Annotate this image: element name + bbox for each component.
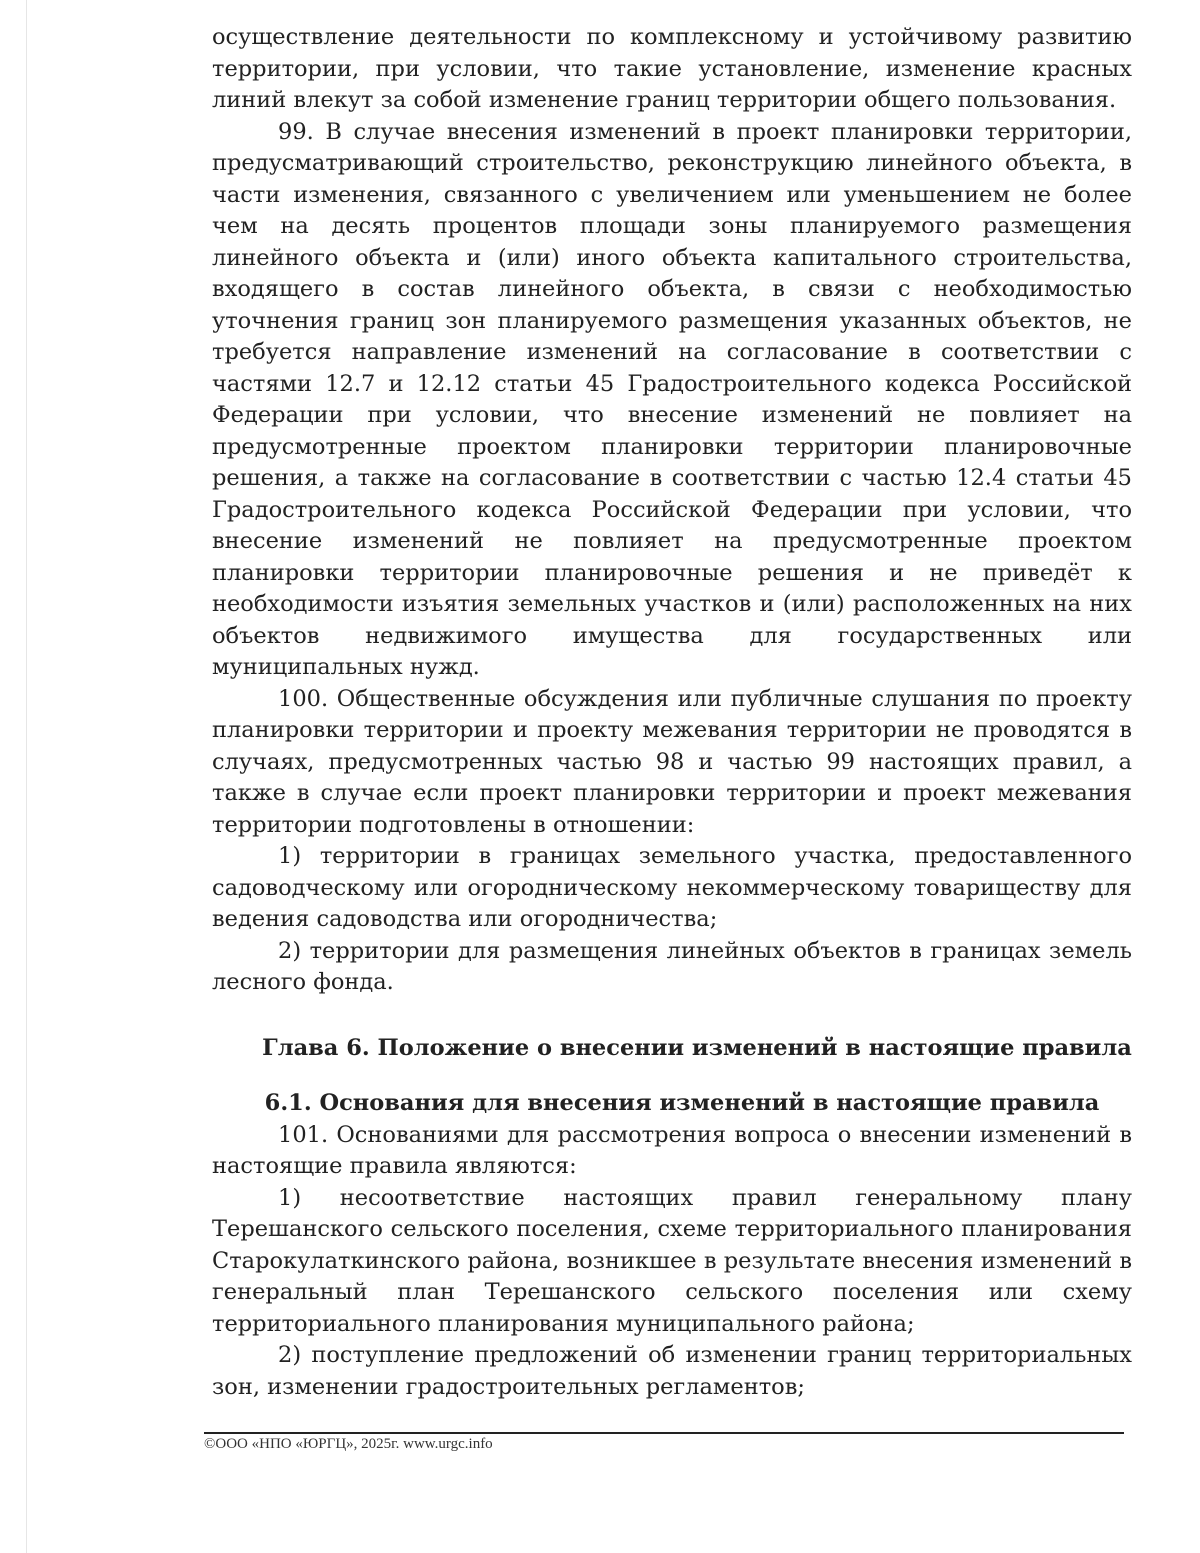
paragraph-100: 100. Общественные обсуждения или публичные слушания по проекту планировки территории и проекту межевания территории не проводятся в случаях, предусмотренных частью 98 и частью 99 настоящих правил, а также в случае если проект планировки территории и проект межевания территории подготовлены в отношении: [212,685,1132,838]
paragraph-101-item-1: 1) несоответствие настоящих правил генеральному плану Терешанского сельского поселения, схеме территориального планирования Старокулаткинского района, возникшее в результате внесения изменений в генеральный план Терешанского сельского поселения или схему территориального планирования муниципального района; [212,1184,1132,1337]
footer-divider [204,1432,1124,1434]
section-heading: 6.1. Основания для внесения изменений в настоящие правила [264,1090,1100,1116]
paragraph-99: 99. В случае внесения изменений в проект планировки территории, предусматривающий строительство, реконструкцию линейного объекта, в части изменения, связанного с увеличением или уменьшением не более чем на десять процентов площади зоны планируемого размещения линейного объекта и (или) иного объекта капитального строительства, входящего в состав линейного объекта, в связи с необходимостью уточнения границ зон планируемого размещения указанных объектов, не требуется направление изменений на согласование в соответствии с частями 12.7 и 12.12 статьи 45 Градостроительного кодекса Российской Федерации при условии, что внесение изменений не повлияет на предусмотренные проектом планировки территории планировочные решения, а также на согласование в соответствии с частью 12.4 статьи 45 Градостроительного кодекса Российской Федерации при условии, что внесение изменений не повлияет на предусмотренные проектом планировки территории планировочные решения и не приведёт к необходимости изъятия земельных участков и (или) расположенных на них объектов недвижимого имущества для государственных или муниципальных нужд. [212,118,1132,680]
paragraph-continuation: осуществление деятельности по комплексному и устойчивому развитию территории, при условии, что такие установление, изменение красных линий влекут за собой изменение границ территории общего пользования. [212,24,1132,113]
document-body [212,22,1132,1403]
paragraph-101: 101. Основаниями для рассмотрения вопроса о внесении изменений в настоящие правила являются: [212,1121,1132,1179]
chapter-heading: Глава 6. Положение о внесении изменений в настоящие правила [262,1034,1132,1061]
page-edge [26,0,27,1553]
paragraph-100-item-2: 2) территории для размещения линейных объектов в границах земель лесного фонда. [212,937,1132,995]
paragraph-101-item-2: 2) поступление предложений об изменении границ территориальных зон, изменении градостроительных регламентов; [212,1342,1132,1400]
paragraph-100-item-1: 1) территории в границах земельного участка, предоставленного садоводческому или огородническому некоммерческому товариществу для ведения садоводства или огородничества; [212,843,1132,932]
footer-copyright: ©ООО «НПО «ЮРГЦ», 2025г. www.urgc.info [204,1436,493,1452]
